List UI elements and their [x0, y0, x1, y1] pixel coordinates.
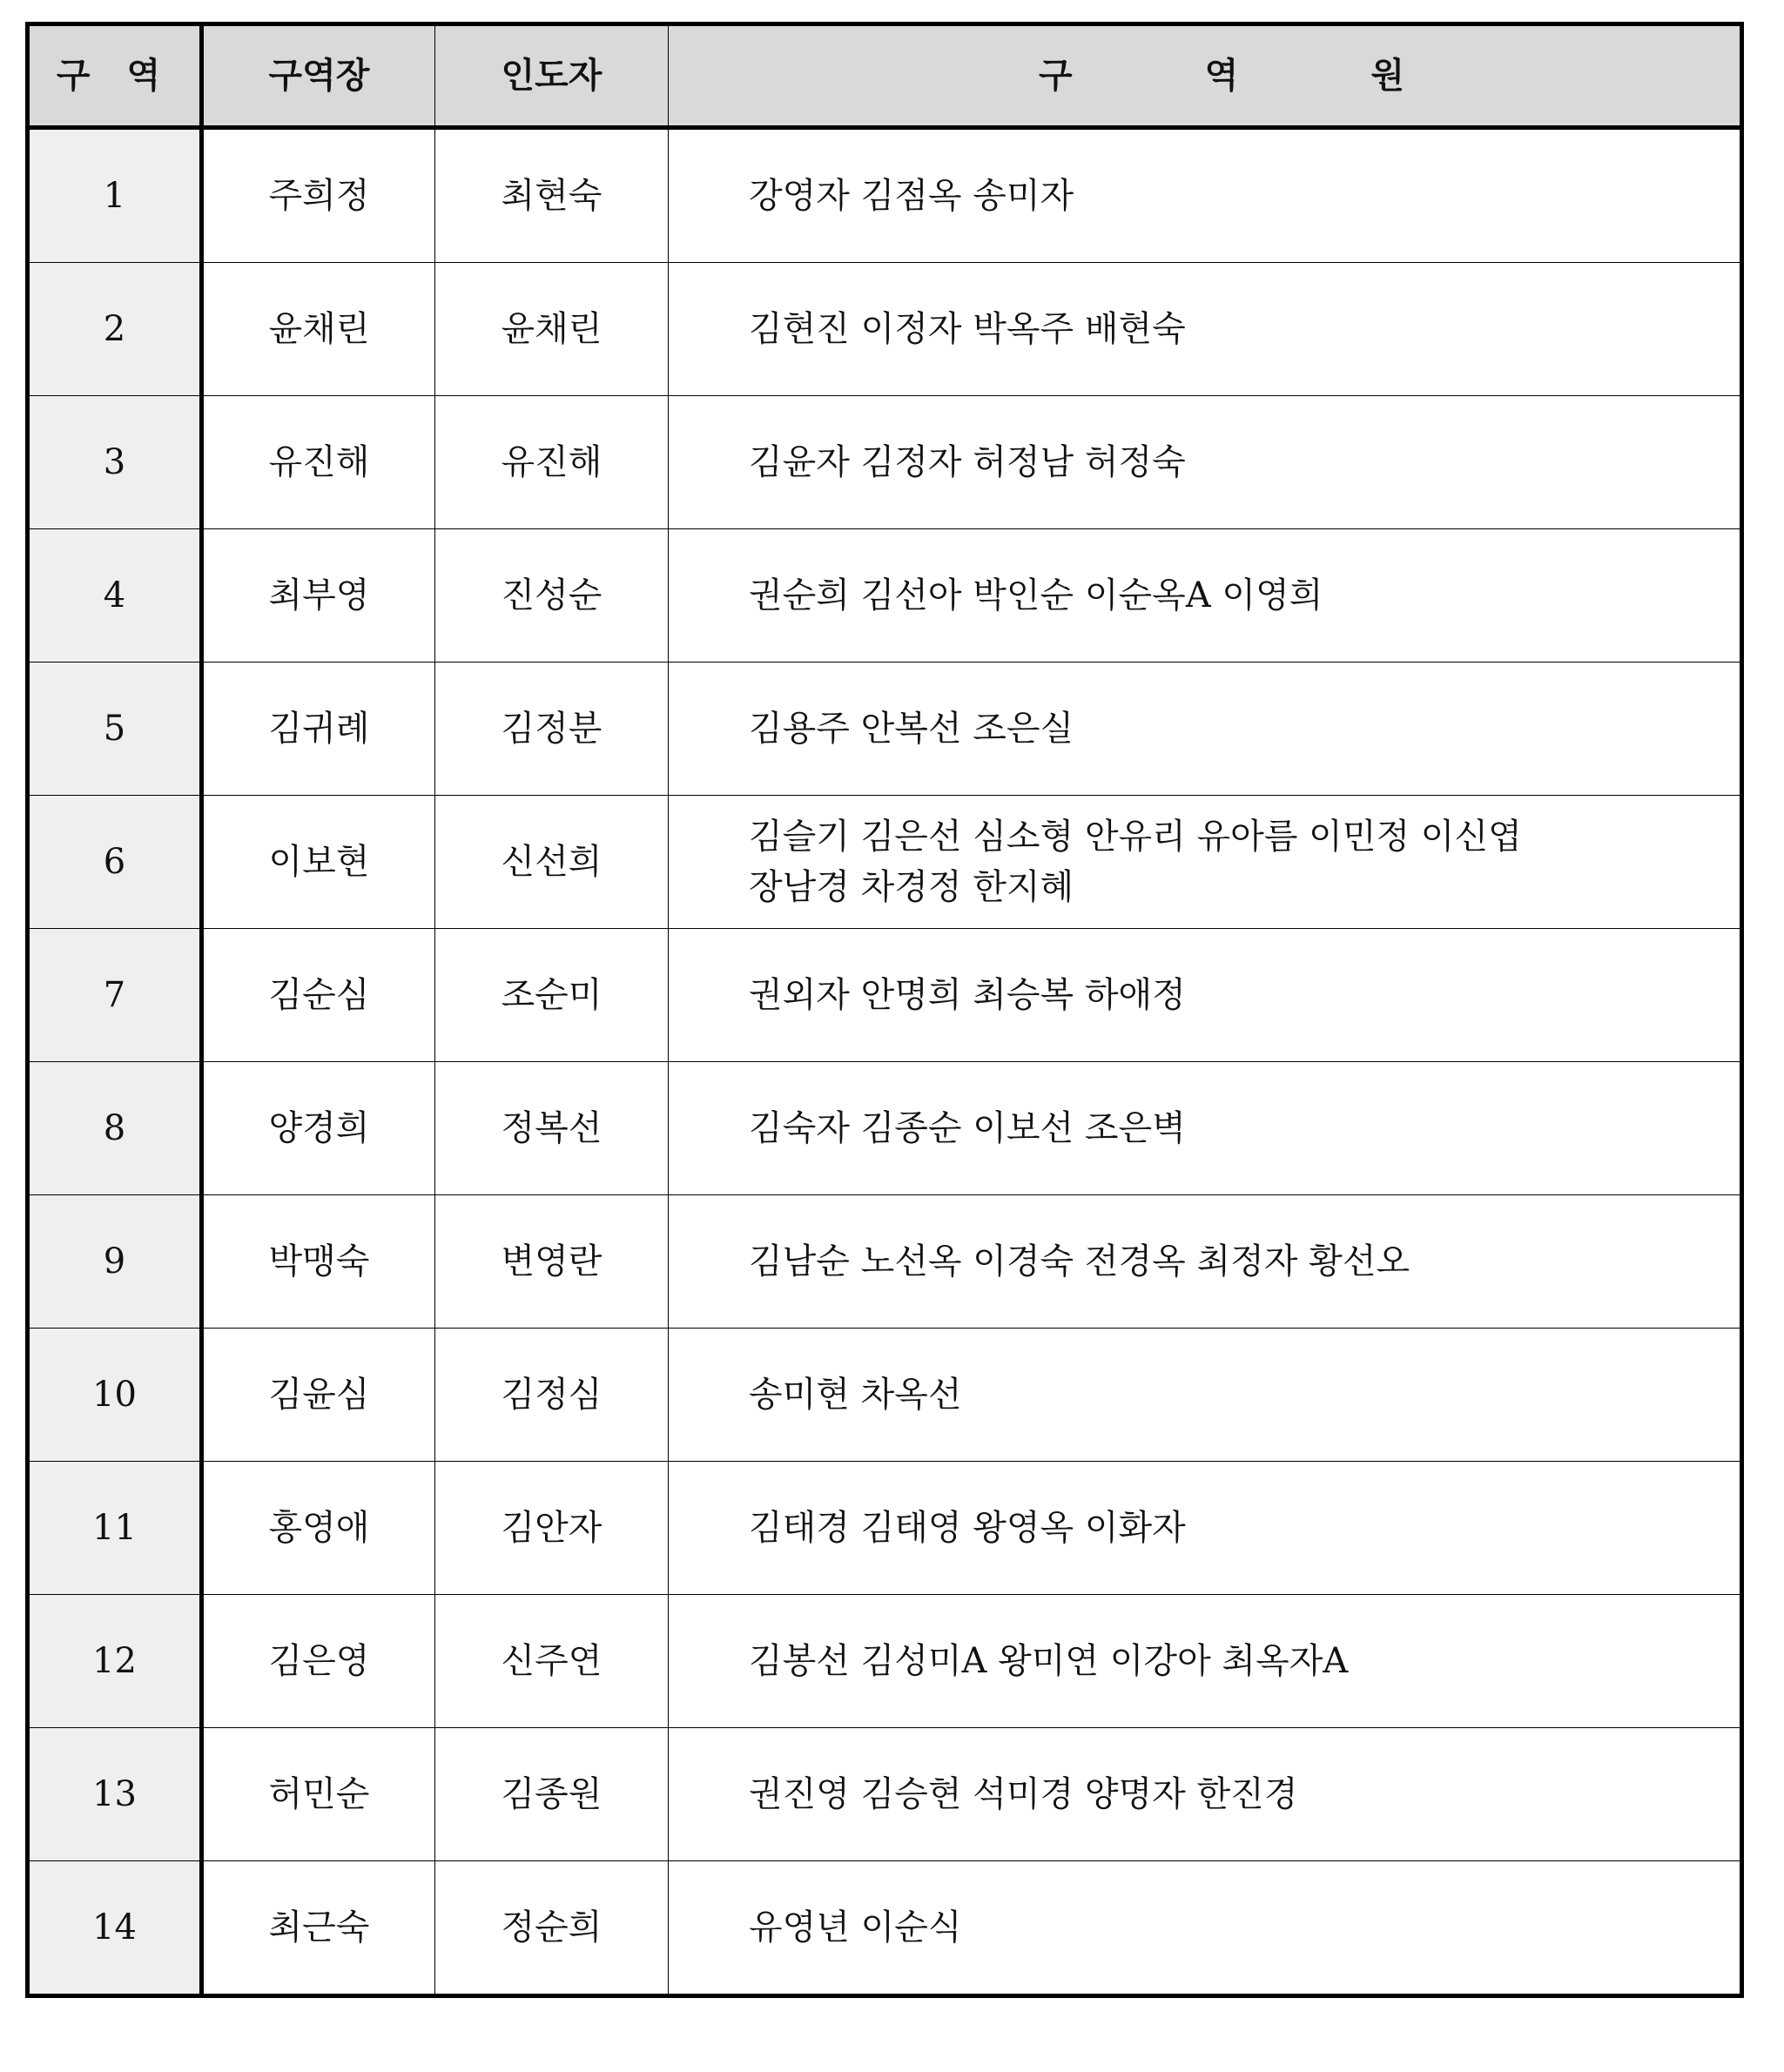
district-roster-table: [25, 22, 1744, 1998]
district-members-cell: 권진영 김승현 석미경 양명자 한진경: [669, 1728, 1742, 1861]
district-members-cell: 김태경 김태영 왕영옥 이화자: [669, 1462, 1742, 1595]
area-number-cell: 5: [28, 663, 202, 796]
header-guide: 인도자: [435, 24, 669, 128]
header-row: [28, 24, 1742, 128]
district-leader-cell: 김귀례: [202, 663, 435, 796]
district-members-cell: 김슬기 김은선 심소형 안유리 유아름 이민정 이신엽 장남경 차경정 한지혜: [669, 796, 1742, 929]
header-members-char: 원: [1370, 56, 1404, 96]
guide-cell: 정복선: [435, 1062, 669, 1195]
district-members-cell: 권순희 김선아 박인순 이순옥A 이영희: [669, 529, 1742, 663]
table-row: [28, 263, 1742, 396]
district-leader-cell: 윤채린: [202, 263, 435, 396]
area-number-cell: 7: [28, 929, 202, 1062]
district-leader-cell: 주희정: [202, 128, 435, 263]
guide-cell: 변영란: [435, 1195, 669, 1329]
district-leader-cell: 박맹숙: [202, 1195, 435, 1329]
district-members-cell: 김용주 안복선 조은실: [669, 663, 1742, 796]
header-members: [669, 24, 1742, 128]
district-leader-cell: 김은영: [202, 1595, 435, 1728]
district-leader-cell: 최부영: [202, 529, 435, 663]
district-leader-cell: 김순심: [202, 929, 435, 1062]
area-number-cell: 3: [28, 396, 202, 529]
table-row: [28, 1195, 1742, 1329]
table-row: [28, 663, 1742, 796]
table-row: [28, 1595, 1742, 1728]
header-members-char: 역: [1204, 56, 1239, 96]
area-number-cell: 1: [28, 128, 202, 263]
guide-cell: 신선희: [435, 796, 669, 929]
district-members-cell: 김윤자 김정자 허정남 허정숙: [669, 396, 1742, 529]
guide-cell: 신주연: [435, 1595, 669, 1728]
district-members-cell: 강영자 김점옥 송미자: [669, 128, 1742, 263]
district-members-cell: 유영년 이순식: [669, 1861, 1742, 1996]
table-row: [28, 1062, 1742, 1195]
district-leader-cell: 홍영애: [202, 1462, 435, 1595]
district-leader-cell: 양경희: [202, 1062, 435, 1195]
district-leader-cell: 유진해: [202, 396, 435, 529]
table-row: [28, 128, 1742, 263]
district-members-cell: 송미현 차옥선: [669, 1329, 1742, 1462]
guide-cell: 김정분: [435, 663, 669, 796]
header-area: [28, 24, 202, 128]
guide-cell: 조순미: [435, 929, 669, 1062]
area-number-cell: 14: [28, 1861, 202, 1996]
table-header: [28, 24, 1742, 128]
table-row: [28, 1728, 1742, 1861]
table-row: [28, 1462, 1742, 1595]
area-number-cell: 13: [28, 1728, 202, 1861]
header-area-label: 구 역: [56, 56, 173, 96]
area-number-cell: 10: [28, 1329, 202, 1462]
area-number-cell: 6: [28, 796, 202, 929]
table-row: [28, 1861, 1742, 1996]
header-members-char: 구: [1039, 56, 1073, 96]
district-leader-cell: 허민순: [202, 1728, 435, 1861]
guide-cell: 진성순: [435, 529, 669, 663]
guide-cell: 김정심: [435, 1329, 669, 1462]
table-row: [28, 529, 1742, 663]
table-row: [28, 396, 1742, 529]
guide-cell: 김종원: [435, 1728, 669, 1861]
guide-cell: 정순희: [435, 1861, 669, 1996]
table-row: [28, 796, 1742, 929]
roster-sheet: [25, 22, 1744, 1998]
area-number-cell: 8: [28, 1062, 202, 1195]
guide-cell: 윤채린: [435, 263, 669, 396]
area-number-cell: 4: [28, 529, 202, 663]
district-members-cell: 김남순 노선옥 이경숙 전경옥 최정자 황선오: [669, 1195, 1742, 1329]
district-leader-cell: 김윤심: [202, 1329, 435, 1462]
guide-cell: 최현숙: [435, 128, 669, 263]
district-members-cell: 김봉선 김성미A 왕미연 이강아 최옥자A: [669, 1595, 1742, 1728]
table-body: [28, 128, 1742, 1996]
area-number-cell: 11: [28, 1462, 202, 1595]
area-number-cell: 2: [28, 263, 202, 396]
district-leader-cell: 이보현: [202, 796, 435, 929]
area-number-cell: 9: [28, 1195, 202, 1329]
table-row: [28, 929, 1742, 1062]
guide-cell: 김안자: [435, 1462, 669, 1595]
district-leader-cell: 최근숙: [202, 1861, 435, 1996]
table-row: [28, 1329, 1742, 1462]
header-members-label: [1004, 50, 1404, 101]
district-members-cell: 김숙자 김종순 이보선 조은벽: [669, 1062, 1742, 1195]
guide-cell: 유진해: [435, 396, 669, 529]
area-number-cell: 12: [28, 1595, 202, 1728]
district-members-cell: 권외자 안명희 최승복 하애정: [669, 929, 1742, 1062]
header-leader: 구역장: [202, 24, 435, 128]
district-members-cell: 김현진 이정자 박옥주 배현숙: [669, 263, 1742, 396]
